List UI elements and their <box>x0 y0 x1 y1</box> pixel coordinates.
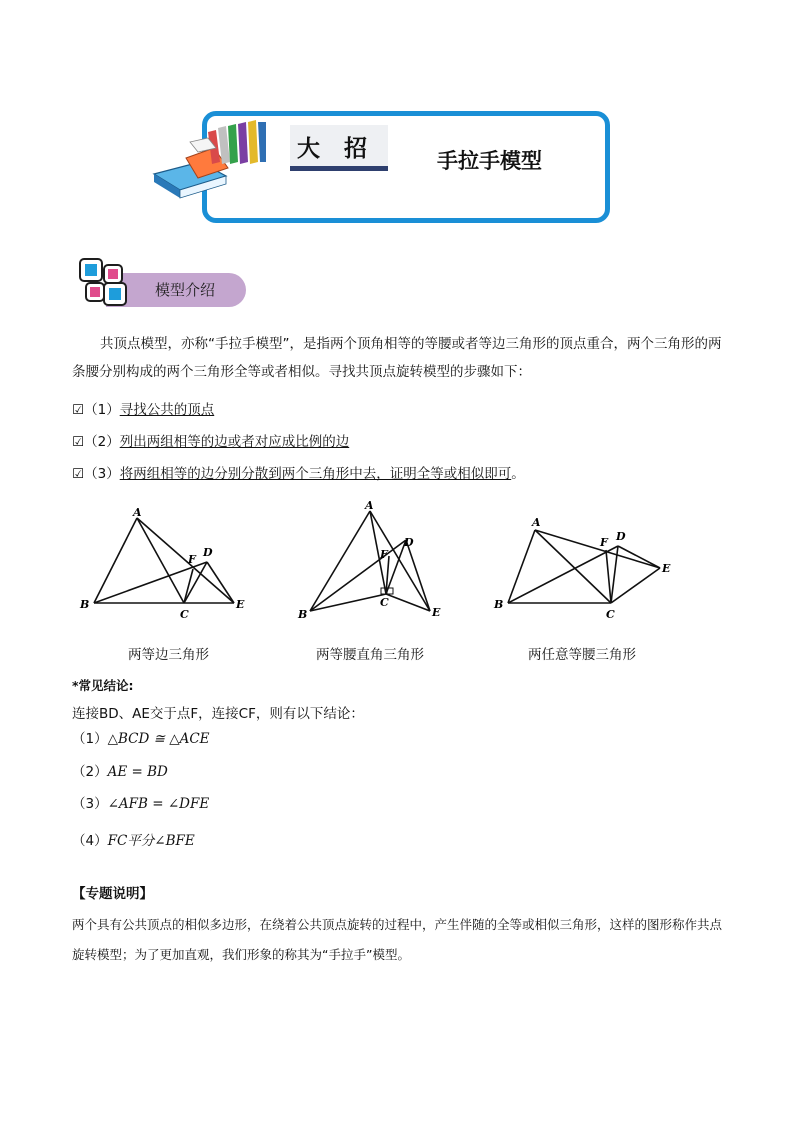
title-banner-underline <box>290 166 388 171</box>
conclusions-lead: 连接BD、AE交于点F，连接CF，则有以下结论： <box>72 706 364 722</box>
label-e: E <box>432 606 441 619</box>
label-d: D <box>404 536 414 549</box>
label-c: C <box>606 608 615 618</box>
label-a: A <box>365 499 374 512</box>
figure-isosceles-right <box>292 496 462 624</box>
conclusion-number: （2） <box>72 764 108 780</box>
step-2 <box>72 430 349 450</box>
label-e: E <box>236 598 245 611</box>
label-a: A <box>133 506 142 519</box>
label-d: D <box>616 530 626 543</box>
label-e: E <box>662 562 671 575</box>
books-icon <box>150 118 280 200</box>
step-text: 寻找公共的顶点 <box>119 402 215 418</box>
checkbox-icon: ☑ <box>72 402 85 418</box>
conclusion-number: （4） <box>72 833 108 849</box>
conclusion-4 <box>72 829 195 849</box>
step-text: 列出两组相等的边或者对应成比例的边 <box>119 434 350 450</box>
caption-isosceles-arbitrary: 两任意等腰三角形 <box>528 647 636 663</box>
caption-equilateral: 两等边三角形 <box>128 647 209 663</box>
special-heading: 【专题说明】 <box>72 886 153 902</box>
section-label: 模型介绍 <box>155 281 216 299</box>
checkbox-icon: ☑ <box>72 466 85 482</box>
conclusion-expr: AE = BD <box>107 764 168 780</box>
label-f: F <box>380 548 388 561</box>
caption-isosceles-right: 两等腰直角三角形 <box>316 647 424 663</box>
step-number: （1） <box>84 402 120 418</box>
step-3 <box>72 462 525 482</box>
conclusion-expr: △BCD ≅ △ACE <box>107 731 210 747</box>
step-number: （2） <box>84 434 120 450</box>
page-title: 手拉手模型 <box>437 148 542 173</box>
conclusion-2 <box>72 760 168 780</box>
conclusion-number: （3） <box>72 796 108 812</box>
label-b: B <box>80 598 90 611</box>
label-b: B <box>494 598 504 611</box>
checkbox-icon: ☑ <box>72 434 85 450</box>
label-c: C <box>180 608 189 620</box>
step-text: 将两组相等的边分别分散到两个三角形中去，证明全等或相似即可 <box>119 466 512 482</box>
step-1 <box>72 398 214 418</box>
figure-equilateral <box>70 500 270 620</box>
label-a: A <box>532 516 541 529</box>
conclusions-heading: *常见结论: <box>72 678 134 693</box>
label-b: B <box>298 608 308 621</box>
figure-isosceles-arbitrary <box>488 506 688 618</box>
intro-paragraph: 共顶点模型，亦称“手拉手模型”，是指两个顶角相等的等腰或者等边三角形的顶点重合，两个三角形的两条腰分别构成的两个三角形全等或者相似。寻找共顶点旋转模型的步骤如下： <box>72 336 722 380</box>
conclusion-expr: FC平分∠BFE <box>107 833 195 849</box>
conclusion-expr: ∠AFB = ∠DFE <box>107 796 210 812</box>
step-number: （3） <box>84 466 120 482</box>
conclusion-1 <box>72 727 210 747</box>
label-c: C <box>380 596 389 609</box>
label-f: F <box>188 553 196 566</box>
label-d: D <box>203 546 213 559</box>
step-tail: 。 <box>511 466 525 482</box>
label-f: F <box>600 536 608 549</box>
squares-icon <box>78 257 130 309</box>
conclusion-3 <box>72 792 209 812</box>
conclusion-number: （1） <box>72 731 108 747</box>
banner-big-label: 大 招 <box>297 135 376 162</box>
special-body: 两个具有公共顶点的相似多边形，在绕着公共顶点旋转的过程中，产生伴随的全等或相似三角形，这样的图形称作共点旋转模型；为了更加直观，我们形象的称其为“手拉手”模型。 <box>72 917 723 962</box>
